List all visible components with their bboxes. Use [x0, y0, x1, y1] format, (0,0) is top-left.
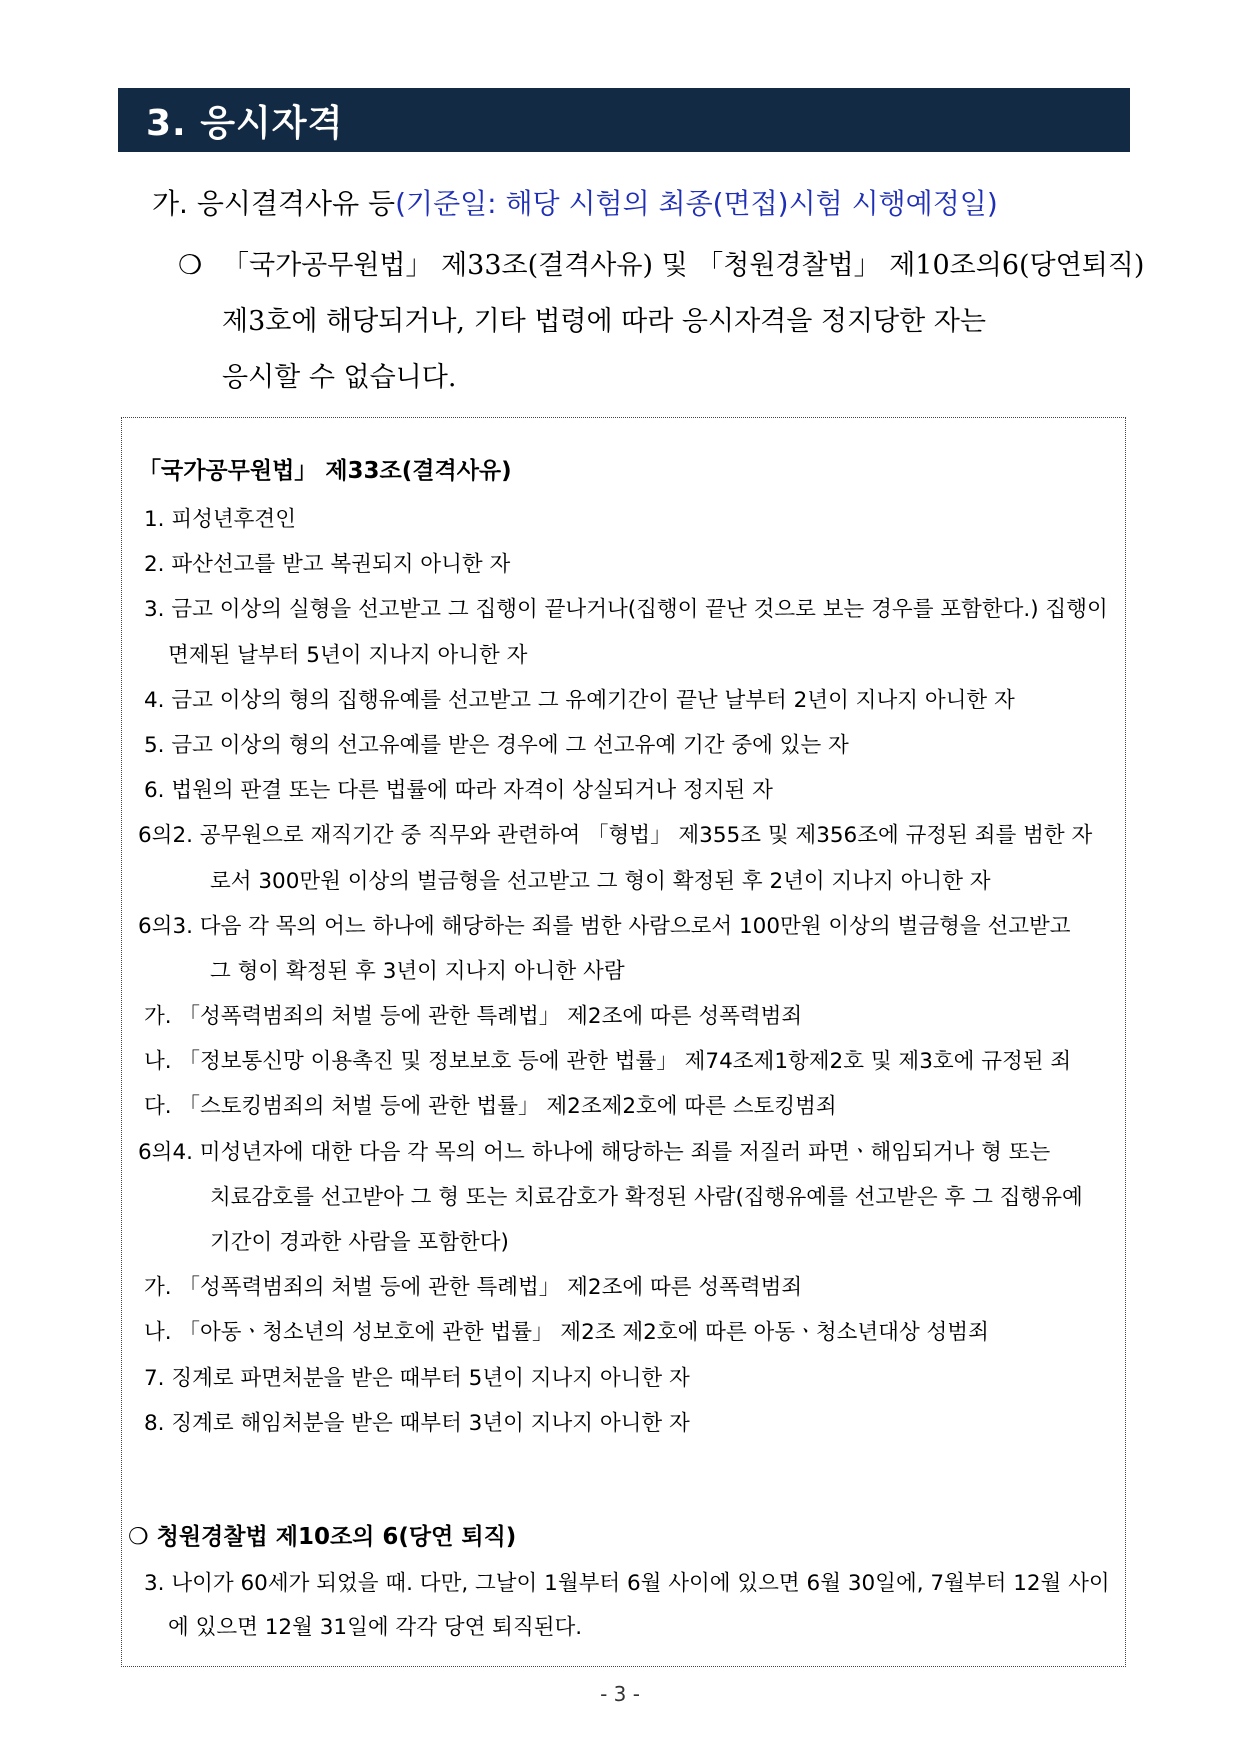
page-number: - 3 - [600, 1682, 640, 1706]
list-item-continuation: 에 있으면 12월 31일에 각각 당연 퇴직된다. [168, 1615, 583, 1640]
list-item: 3. 나이가 60세가 되었을 때. 다만, 그날이 1월부터 6월 사이에 있으면 6월 30일에, 7월부터 12월 사이 [144, 1571, 1110, 1596]
list-item: 5. 금고 이상의 형의 선고유예를 받은 경우에 그 선고유예 기간 중에 있는 자 [144, 732, 849, 758]
sub-item: 다. 「스토킹범죄의 처벌 등에 관한 법률」 제2조제2호에 따른 스토킹범죄 [144, 1094, 837, 1120]
list-item: 4. 금고 이상의 형의 집행유예를 선고받고 그 유예기간이 끝난 날부터 2년이 지나지 아니한 자 [144, 687, 1015, 713]
eligibility-paragraph [178, 238, 1145, 406]
subheading-highlight: (기준일: 해당 시험의 최종(면접)시험 시행예정일) [395, 187, 998, 220]
sub-item: 나. 「아동ㆍ청소년의 성보호에 관한 법률」 제2조 제2호에 따른 아동ㆍ청소년대상 성범죄 [144, 1320, 989, 1346]
paragraph-line: 「국가공무원법」 제33조(결격사유) 및 「청원경찰법」 제10조의6(당연퇴직) [222, 250, 1145, 281]
law-title: 「국가공무원법」 제33조(결격사유) [138, 458, 512, 484]
sub-item: 나. 「정보통신망 이용촉진 및 정보보호 등에 관한 법률」 제74조제1항제2호 및 제3호에 규정된 죄 [144, 1049, 1072, 1075]
section-title: 3. 응시자격 [146, 102, 344, 144]
list-item: 8. 징계로 해임처분을 받은 때부터 3년이 지나지 아니한 자 [144, 1410, 690, 1436]
subheading-prefix: 가. 응시결격사유 등 [152, 187, 396, 220]
sub-item: 가. 「성폭력범죄의 처벌 등에 관한 특례법」 제2조에 따른 성폭력범죄 [144, 1004, 803, 1030]
law-title-2: ❍ 청원경찰법 제10조의 6(당연 퇴직) [128, 1524, 517, 1550]
list-item-continuation: 그 형이 확정된 후 3년이 지나지 아니한 사람 [210, 958, 625, 984]
circle-bullet-icon: ❍ [178, 250, 203, 281]
paragraph-line: 제3호에 해당되거나, 기타 법령에 따라 응시자격을 정지당한 자는 [222, 306, 986, 337]
list-item-continuation: 면제된 날부터 5년이 지나지 아니한 자 [168, 642, 528, 668]
subheading [152, 182, 998, 222]
section-header [118, 88, 1130, 152]
list-item: 1. 피성년후견인 [144, 507, 296, 532]
list-item-continuation: 로서 300만원 이상의 벌금형을 선고받고 그 형이 확정된 후 2년이 지나지 아니한 자 [210, 868, 991, 894]
list-item: 6의2. 공무원으로 재직기간 중 직무와 관련하여 「형법」 제355조 및 제356조에 규정된 죄를 범한 자 [138, 823, 1093, 849]
sub-item: 가. 「성폭력범죄의 처벌 등에 관한 특례법」 제2조에 따른 성폭력범죄 [144, 1275, 803, 1301]
disqualification-list [138, 497, 1128, 1446]
list-item: 6. 법원의 판결 또는 다른 법률에 따라 자격이 상실되거나 정지된 자 [144, 778, 773, 804]
list-item: 7. 징계로 파면처분을 받은 때부터 5년이 지나지 아니한 자 [144, 1365, 690, 1391]
list-item-continuation: 기간이 경과한 사람을 포함한다) [210, 1230, 509, 1255]
list-item-continuation: 치료감호를 선고받아 그 형 또는 치료감호가 확정된 사람(집행유예를 선고받은 후 그 집행유예 [210, 1184, 1083, 1210]
paragraph-line: 응시할 수 없습니다. [222, 362, 457, 393]
list-item: 3. 금고 이상의 실형을 선고받고 그 집행이 끝나거나(집행이 끝난 것으로 보는 경우를 포함한다.) 집행이 [144, 597, 1108, 623]
list-item: 6의4. 미성년자에 대한 다음 각 목의 어느 하나에 해당하는 죄를 저질러 파면ㆍ해임되거나 형 또는 [138, 1139, 1051, 1165]
list-item: 6의3. 다음 각 목의 어느 하나에 해당하는 죄를 범한 사람으로서 100만원 이상의 벌금형을 선고받고 [138, 913, 1071, 939]
retirement-list [138, 1562, 1128, 1650]
list-item: 2. 파산선고를 받고 복권되지 아니한 자 [144, 552, 511, 578]
